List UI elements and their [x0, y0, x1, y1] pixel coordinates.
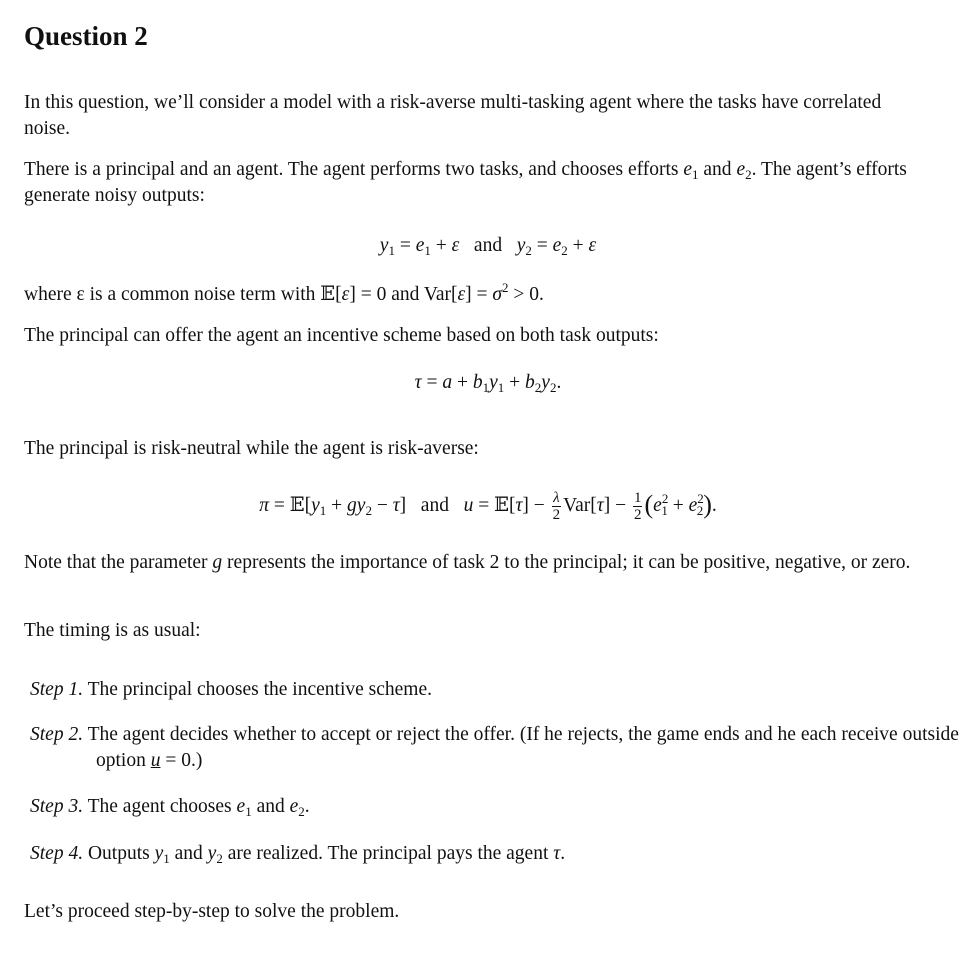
step-3: Step 3. The agent chooses $e_1$ and $e_2$.	[30, 796, 310, 819]
step-3-text: The agent chooses	[87, 796, 232, 817]
step-3-and: and	[256, 796, 285, 817]
closing-paragraph: Let’s proceed step-by-step to solve the problem.	[24, 901, 400, 922]
intro-paragraph: In this question, we’ll consider a model with a risk-averse multi-tasking agent where the tasks have correlated noise.	[24, 92, 882, 139]
setup-and: and	[703, 159, 732, 180]
step-3-label: Step 3.	[30, 796, 84, 817]
equation-incentive: $\tau = a + b_1y_1 + b_2y_2$.	[414, 372, 562, 395]
setup-text-b: The agent’s efforts generate noisy outputs:	[24, 159, 907, 206]
noise-text-b: and	[391, 284, 420, 305]
step-1-text: The principal chooses the incentive scheme.	[87, 679, 432, 700]
incentive-paragraph: The principal can offer the agent an incentive scheme based on both task outputs:	[24, 325, 659, 346]
equation-utilities: $\pi = 𝔼[y_1 + gy_2 - \tau]$ and u = 𝔼[τ] − $\frac{\lambda}{2}$ Var[τ] − $\frac{1}{2}$ $(e^2_1 + e^2_2)$.	[259, 489, 717, 523]
step-4-label: Step 4.	[30, 843, 84, 864]
note-text-a: Note that the parameter	[24, 552, 208, 573]
noise-text-a: where ε is a common noise term with	[24, 284, 316, 305]
step-2: Step 2. The agent decides whether to accept or reject the offer. (If he rejects, the game ends and he each receive outside option u = 0.)	[30, 724, 959, 771]
step-2-text-a: The agent decides whether to accept or reject the offer. (If he rejects, the game ends and he each receive outside option	[87, 724, 959, 771]
step-1-label: Step 1.	[30, 679, 84, 700]
step-4: Step 4. Outputs $y_1$ and $y_2$ are realized. The principal pays the agent τ.	[30, 843, 566, 866]
equation-and: and	[473, 235, 503, 256]
utilities-var-label: Var	[563, 494, 591, 516]
setup-paragraph: There is a principal and an agent. The agent performs two tasks, and chooses efforts $e_1$ and $e_2$. The agent’s efforts generate noisy outputs:	[24, 159, 907, 206]
risk-paragraph: The principal is risk-neutral while the agent is risk-averse:	[24, 438, 479, 459]
equation-outputs: $y_1 = e_1 + \varepsilon$ and $y_2 = e_2 + \varepsilon$	[379, 235, 597, 258]
setup-text-a: There is a principal and an agent. The agent performs two tasks, and chooses efforts	[24, 159, 679, 180]
step-4-text-b: are realized. The principal pays the agent	[227, 843, 549, 864]
note-text-b: represents the importance of task 2 to the principal; it can be positive, negative, or zero.	[227, 552, 911, 573]
utilities-and: and	[420, 494, 449, 516]
step-1	[30, 677, 900, 703]
step-4-and: and	[174, 843, 203, 864]
note-paragraph: Note that the parameter g represents the importance of task 2 to the principal; it can be positive, negative, or zero.	[24, 552, 911, 573]
step-2-label: Step 2.	[30, 724, 84, 745]
noise-var-label: Var	[423, 284, 451, 305]
page-title: Question 2	[24, 21, 148, 51]
timing-paragraph: The timing is as usual:	[24, 620, 201, 641]
step-2-text-b: )	[195, 750, 203, 771]
step-4-text-a: Outputs	[87, 843, 150, 864]
noise-paragraph: where ε is a common noise term with 𝔼[ε] = 0 and $Var[\varepsilon] = \sigma^2 > 0$.	[24, 280, 544, 305]
